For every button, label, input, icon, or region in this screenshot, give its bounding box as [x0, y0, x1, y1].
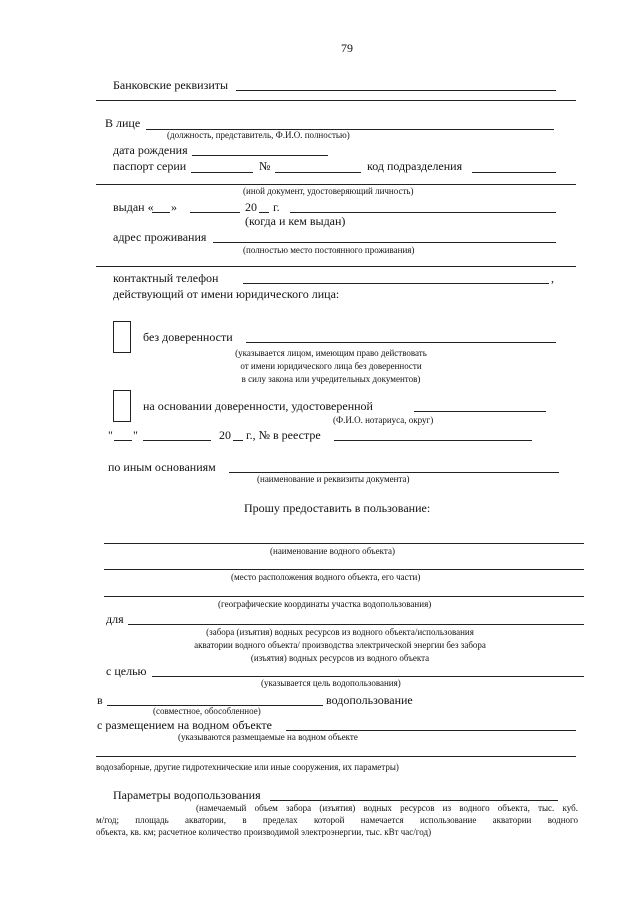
- without-poa-label: без доверенности: [143, 330, 233, 344]
- issued-year-suffix: г.: [273, 200, 280, 214]
- issued-year-prefix: 20: [245, 200, 257, 214]
- for-hint-2: акватории водного объекта/ производства электрической энергии без забора: [194, 640, 486, 650]
- poa-date-quote-close: ": [133, 428, 138, 442]
- water-object-location-hint: (место расположения водного объекта, его части): [231, 572, 421, 582]
- structures-field[interactable]: [96, 756, 576, 757]
- poa-date-quote-open: ": [108, 428, 113, 442]
- poa-registry-label: г., № в реестре: [246, 428, 321, 442]
- acting-on-behalf-label: действующий от имени юридического лица:: [113, 287, 340, 301]
- parameters-hint-line-2: м/год; площадь акватории, в пределах которой намечается использование акватории водного: [96, 815, 578, 825]
- other-grounds-field[interactable]: [229, 472, 559, 473]
- placement-label: с размещением на водном объекте: [97, 718, 272, 732]
- address-field[interactable]: [213, 242, 556, 243]
- page-number: 79: [341, 41, 353, 55]
- other-grounds-hint: (наименование и реквизиты документа): [257, 474, 410, 484]
- with-poa-checkbox[interactable]: [113, 390, 131, 422]
- issued-by-field[interactable]: [290, 212, 556, 213]
- with-poa-notary-field[interactable]: [414, 411, 546, 412]
- in-person-label: В лице: [105, 116, 141, 130]
- structures-hint: водозаборные, другие гидротехнические или иные сооружения, их параметры): [96, 762, 399, 772]
- for-field[interactable]: [128, 624, 584, 625]
- without-poa-hint-3: в силу закона или учредительных документов): [241, 374, 421, 384]
- poa-registry-field[interactable]: [334, 440, 532, 441]
- water-object-name-hint: (наименование водного объекта): [270, 546, 395, 556]
- passport-number-field[interactable]: [275, 172, 361, 173]
- without-poa-checkbox[interactable]: [113, 321, 131, 353]
- for-label: для: [106, 612, 124, 626]
- poa-month-field[interactable]: [143, 440, 211, 441]
- phone-label: контактный телефон: [113, 271, 219, 285]
- request-heading: Прошу предоставить в пользование:: [244, 501, 431, 515]
- issued-month-field[interactable]: [190, 212, 240, 213]
- parameters-hint: [96, 802, 578, 838]
- without-poa-field[interactable]: [246, 342, 556, 343]
- poa-day-field[interactable]: [114, 440, 132, 441]
- water-object-name-field[interactable]: [104, 543, 584, 544]
- parameters-field[interactable]: [270, 800, 558, 801]
- passport-number-label: №: [259, 159, 271, 173]
- in-person-hint: (должность, представитель, Ф.И.О. полностью): [167, 130, 350, 140]
- without-poa-hint-1: (указывается лицом, имеющим право действовать: [235, 348, 427, 358]
- parameters-hint-line-1: (намечаемый объем забора (изъятия) водных ресурсов из водного объекта, тыс. куб.: [196, 803, 578, 813]
- coordinates-field[interactable]: [104, 596, 584, 597]
- with-poa-hint: (Ф.И.О. нотариуса, округ): [333, 415, 434, 425]
- birth-date-label: дата рождения: [113, 143, 188, 157]
- address-field-continued[interactable]: [96, 266, 576, 267]
- purpose-field[interactable]: [152, 676, 584, 677]
- address-hint: (полностью место постоянного проживания): [243, 245, 415, 255]
- water-use-type-hint: (совместное, обособленное): [153, 706, 261, 716]
- purpose-label: с целью: [106, 664, 147, 678]
- other-grounds-label: по иным основаниям: [108, 460, 216, 474]
- placement-field[interactable]: [286, 730, 576, 731]
- other-id-document-field[interactable]: [96, 184, 576, 185]
- coordinates-hint: (географические координаты участка водопользования): [218, 599, 432, 609]
- bank-details-field[interactable]: [236, 90, 556, 91]
- parameters-hint-line-3: объекта, кв. км; расчетное количество производимой электроэнергии, тыс. кВт час/год): [96, 827, 432, 837]
- issued-quote-close: »: [171, 200, 177, 214]
- bank-details-field-continued[interactable]: [96, 100, 576, 101]
- other-id-document-hint: (иной документ, удостоверяющий личность): [243, 186, 414, 196]
- parameters-label: Параметры водопользования: [113, 788, 261, 802]
- issued-year-field[interactable]: [259, 212, 269, 213]
- division-code-field[interactable]: [472, 172, 556, 173]
- placement-hint: (указываются размещаемые на водном объекте: [178, 732, 358, 742]
- for-hint-1: (забора (изъятия) водных ресурсов из водного объекта/использования: [206, 627, 474, 637]
- issued-day-field[interactable]: [152, 212, 170, 213]
- without-poa-hint-2: от имени юридического лица без доверенности: [240, 361, 422, 371]
- phone-comma: ,: [551, 271, 554, 285]
- poa-year-field[interactable]: [233, 440, 243, 441]
- poa-year-prefix: 20: [219, 428, 231, 442]
- address-label: адрес проживания: [113, 230, 207, 244]
- issued-label: выдан «: [113, 200, 154, 214]
- passport-series-field[interactable]: [191, 172, 253, 173]
- phone-field[interactable]: [243, 283, 549, 284]
- water-use-label: водопользование: [326, 693, 413, 707]
- water-object-location-field[interactable]: [104, 569, 584, 570]
- birth-date-field[interactable]: [192, 155, 328, 156]
- in-label: в: [97, 693, 103, 707]
- for-hint-3: (изъятия) водных ресурсов из водного объекта: [250, 653, 430, 663]
- with-poa-label: на основании доверенности, удостоверенной: [143, 399, 373, 413]
- division-code-label: код подразделения: [367, 159, 463, 173]
- purpose-hint: (указывается цель водопользования): [261, 678, 401, 688]
- issued-hint: (когда и кем выдан): [245, 214, 346, 228]
- bank-details-label: Банковские реквизиты: [113, 78, 229, 92]
- passport-series-label: паспорт серии: [113, 159, 187, 173]
